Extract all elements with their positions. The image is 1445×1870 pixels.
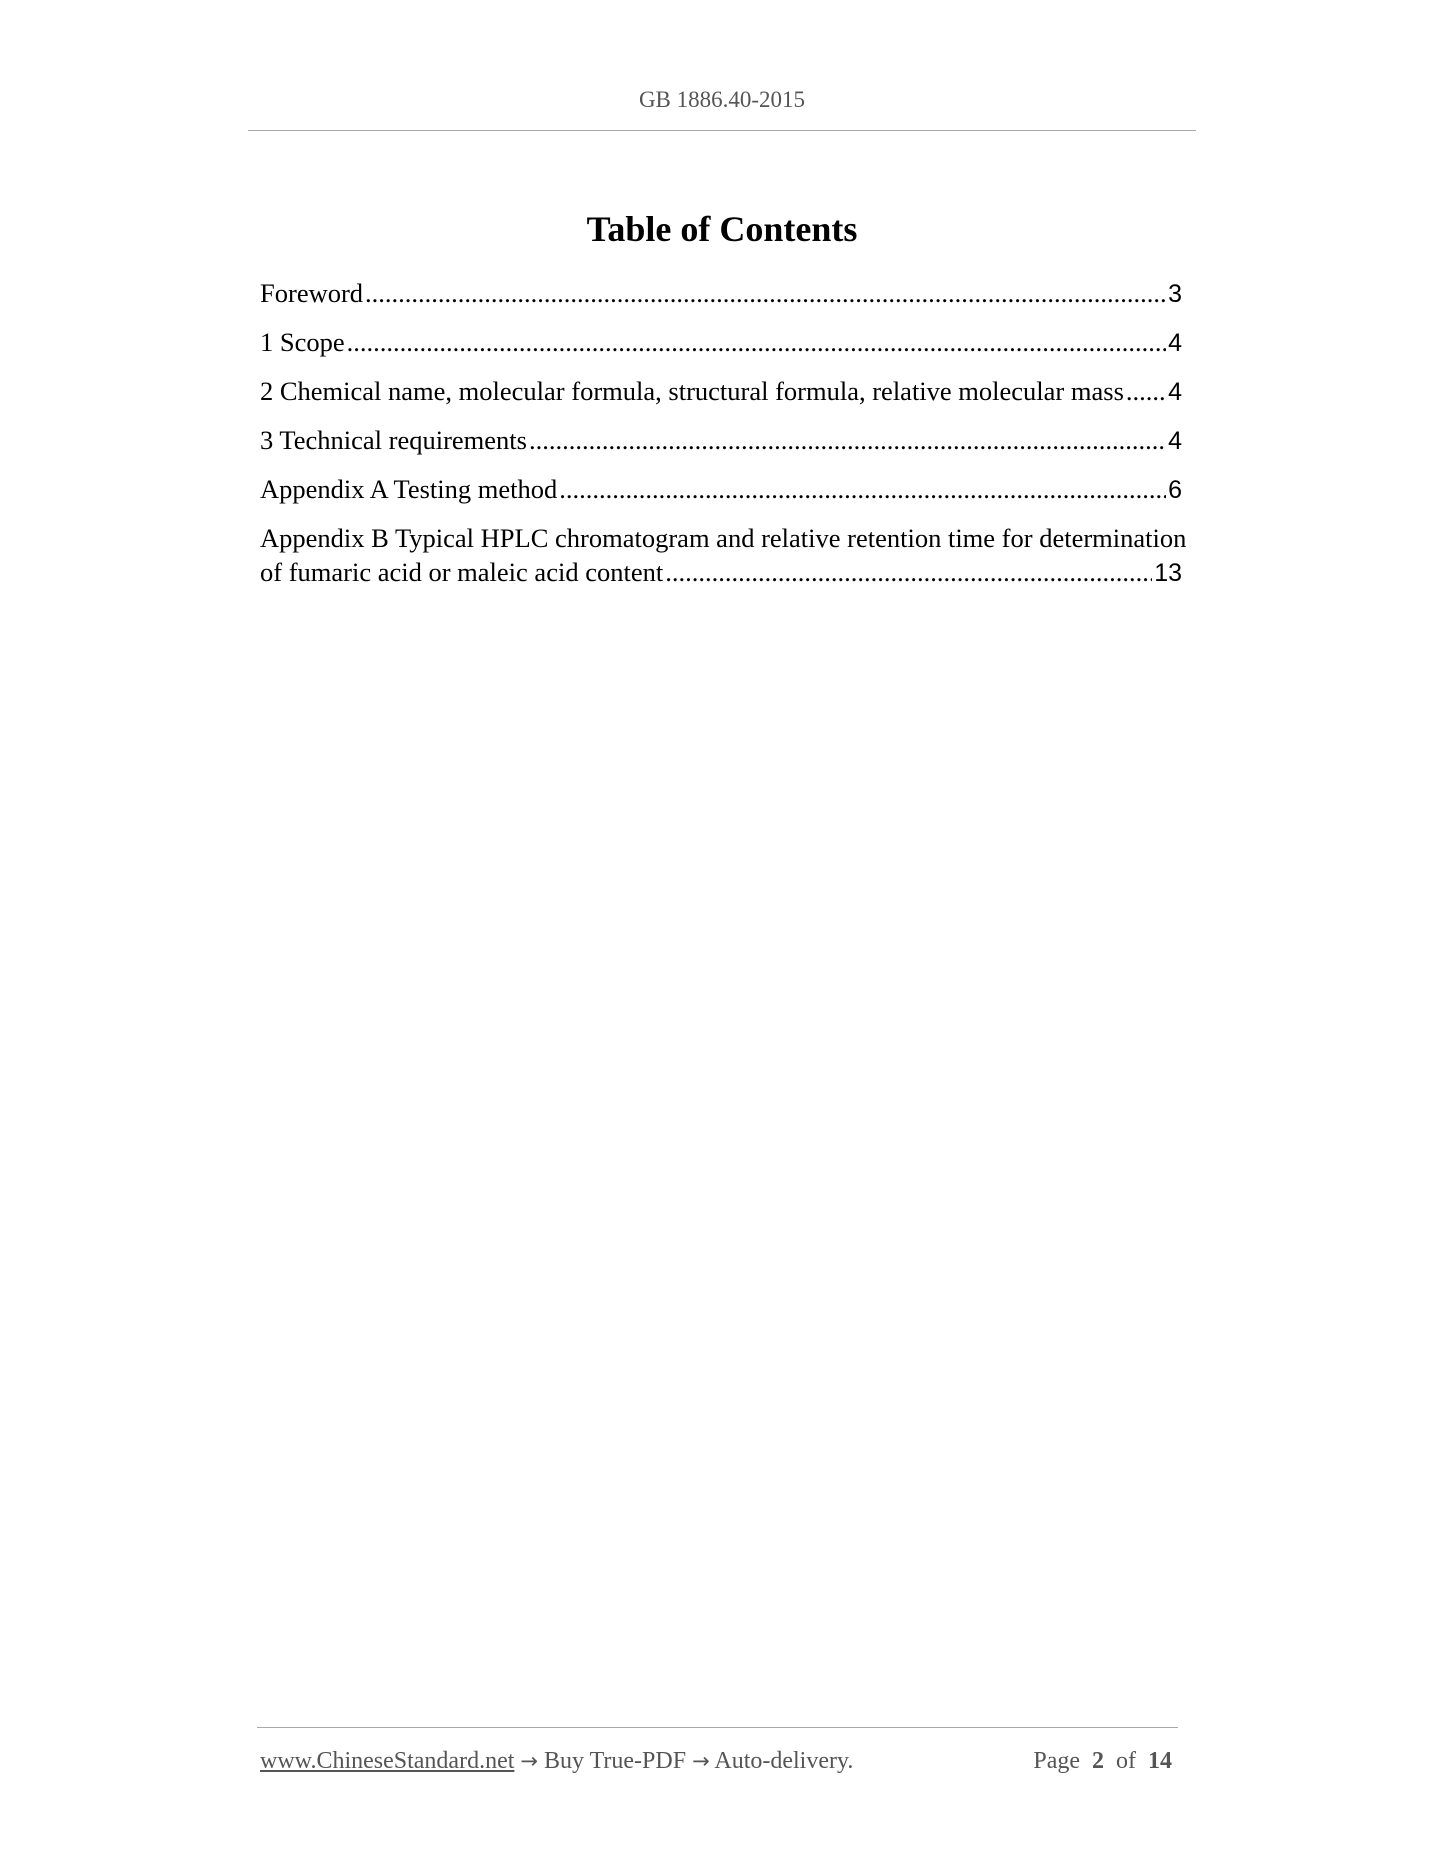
header-divider xyxy=(248,130,1196,131)
right-arrow-icon: → xyxy=(520,1749,538,1773)
toc-entry-label: 3 Technical requirements xyxy=(260,425,527,455)
of-word: of xyxy=(1116,1748,1136,1774)
page-word: Page xyxy=(1033,1748,1080,1774)
dot-leader xyxy=(559,472,1166,506)
toc-title: Table of Contents xyxy=(586,209,858,249)
toc-entry-label: 1 Scope xyxy=(260,327,345,357)
page-footer xyxy=(260,1745,1172,1777)
toc-entry-appendix-a[interactable] xyxy=(260,472,1182,507)
toc-page-number: 6 xyxy=(1168,476,1182,504)
toc-page-number: 4 xyxy=(1168,427,1182,455)
dot-leader xyxy=(665,555,1152,589)
auto-delivery-text: Auto-delivery. xyxy=(714,1748,854,1774)
toc-entry-label: Foreword xyxy=(260,278,364,308)
toc-entry-appendix-b[interactable] xyxy=(260,521,1187,590)
footer-divider xyxy=(257,1727,1178,1728)
dot-leader xyxy=(347,325,1166,359)
toc-page-number: 4 xyxy=(1168,378,1182,406)
toc-entry-label: 2 Chemical name, molecular formula, structural formula, relative molecular mass xyxy=(260,376,1124,406)
running-header: GB 1886.40-2015 xyxy=(638,87,806,112)
website-link[interactable]: www.ChineseStandard.net xyxy=(260,1748,515,1774)
toc-page-number: 3 xyxy=(1168,280,1182,308)
toc-page-number: 13 xyxy=(1154,559,1182,587)
total-pages-number: 14 xyxy=(1148,1748,1172,1774)
dot-leader xyxy=(365,276,1166,310)
toc-entry-label: Appendix A Testing method xyxy=(260,474,558,504)
toc-entry-label-line2: of fumaric acid or maleic acid content xyxy=(260,557,664,587)
toc-page-number: 4 xyxy=(1168,329,1182,357)
toc-entry-chemical-name[interactable] xyxy=(260,374,1182,409)
right-arrow-icon: → xyxy=(692,1749,710,1773)
page-indicator xyxy=(1033,1745,1172,1777)
toc-entry-technical-requirements[interactable] xyxy=(260,423,1182,458)
toc-entry-scope[interactable] xyxy=(260,325,1182,360)
toc-entry-label-line1: Appendix B Typical HPLC chromatogram and relative retention time for determination xyxy=(260,523,1187,553)
dot-leader xyxy=(529,423,1166,457)
buy-true-pdf-text: Buy True-PDF xyxy=(544,1748,687,1774)
toc-entry-foreword[interactable] xyxy=(260,276,1182,311)
toc-list xyxy=(260,276,1187,604)
current-page-number: 2 xyxy=(1092,1748,1104,1774)
dot-leader xyxy=(1126,374,1166,408)
